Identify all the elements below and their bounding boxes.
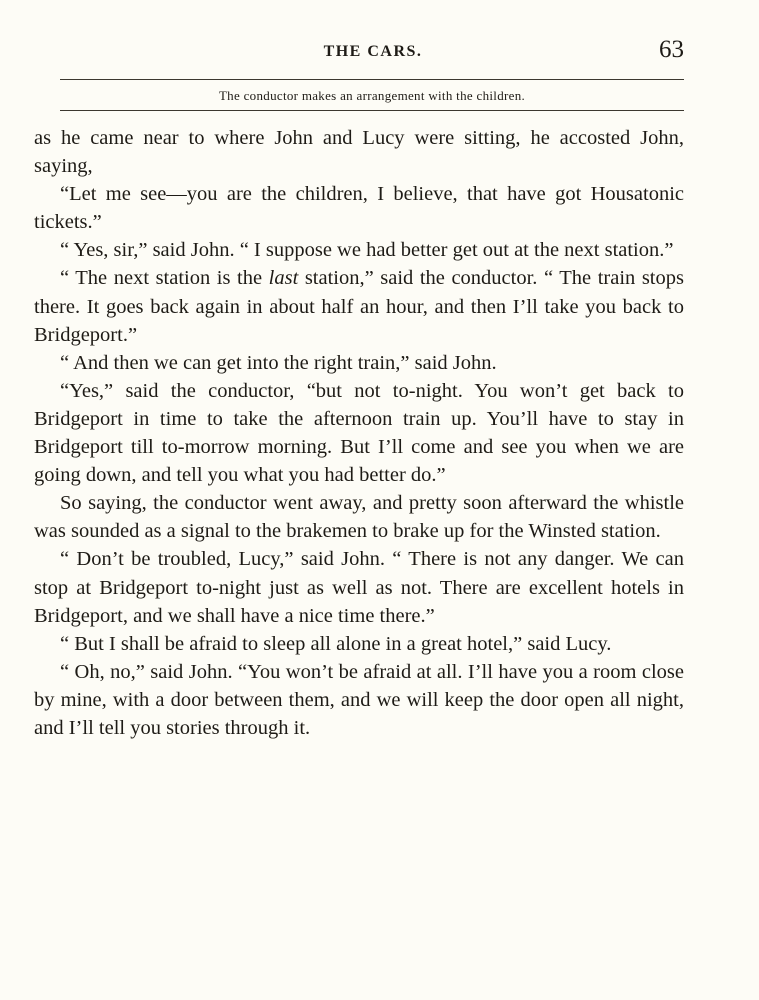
paragraph: as he came near to where John and Lucy were sitting, he accosted John, saying,	[34, 127, 684, 178]
paragraph: “ The next station is the last station,” said the conductor. “ The train stops there. It goes back again in about half an hour, and then I’ll take you back to Bridgeport.”	[34, 267, 684, 346]
paragraph: So saying, the conductor went away, and pretty soon afterward the whistle was sounded as a signal to the brakemen to brake up for the Winsted station.	[34, 492, 684, 543]
running-title: THE CARS.	[323, 43, 423, 60]
running-head	[62, 36, 684, 68]
header-rule-bottom	[60, 110, 684, 111]
chapter-summary: The conductor makes an arrangement with the children.	[218, 88, 526, 103]
paragraph: “Let me see—you are the children, I believe, that have got Housatonic tickets.”	[34, 183, 684, 234]
paragraph: “ Oh, no,” said John. “You won’t be afraid at all. I’ll have you a room close by mine, with a door between them, and we will keep the door open all night, and I’ll tell you stories through it.	[34, 660, 684, 739]
paragraph: “ And then we can get into the right train,” said John.	[60, 351, 497, 374]
emphasized-word: last	[268, 267, 299, 290]
body-text	[34, 124, 684, 742]
header-rule-top	[60, 79, 684, 80]
paragraph: “ But I shall be afraid to sleep all alone in a great hotel,” said Lucy.	[60, 632, 612, 655]
paragraph: “Yes,” said the conductor, “but not to-night. You won’t get back to Bridgeport in time to take the afternoon train up. You’ll have to stay in Bridgeport till to-morrow morning. But I’ll come and see you when we are going down, and tell you what you had better do.”	[34, 379, 684, 487]
page-number: 63	[659, 36, 684, 63]
paragraph: “ Yes, sir,” said John. “ I suppose we had better get out at the next station.”	[60, 239, 674, 262]
paragraph: “ Don’t be troubled, Lucy,” said John. “ There is not any danger. We can stop at Bridgeport to-night just as well as not. There are excellent hotels in Bridgeport, and we shall have a nice time there.”	[34, 548, 684, 627]
